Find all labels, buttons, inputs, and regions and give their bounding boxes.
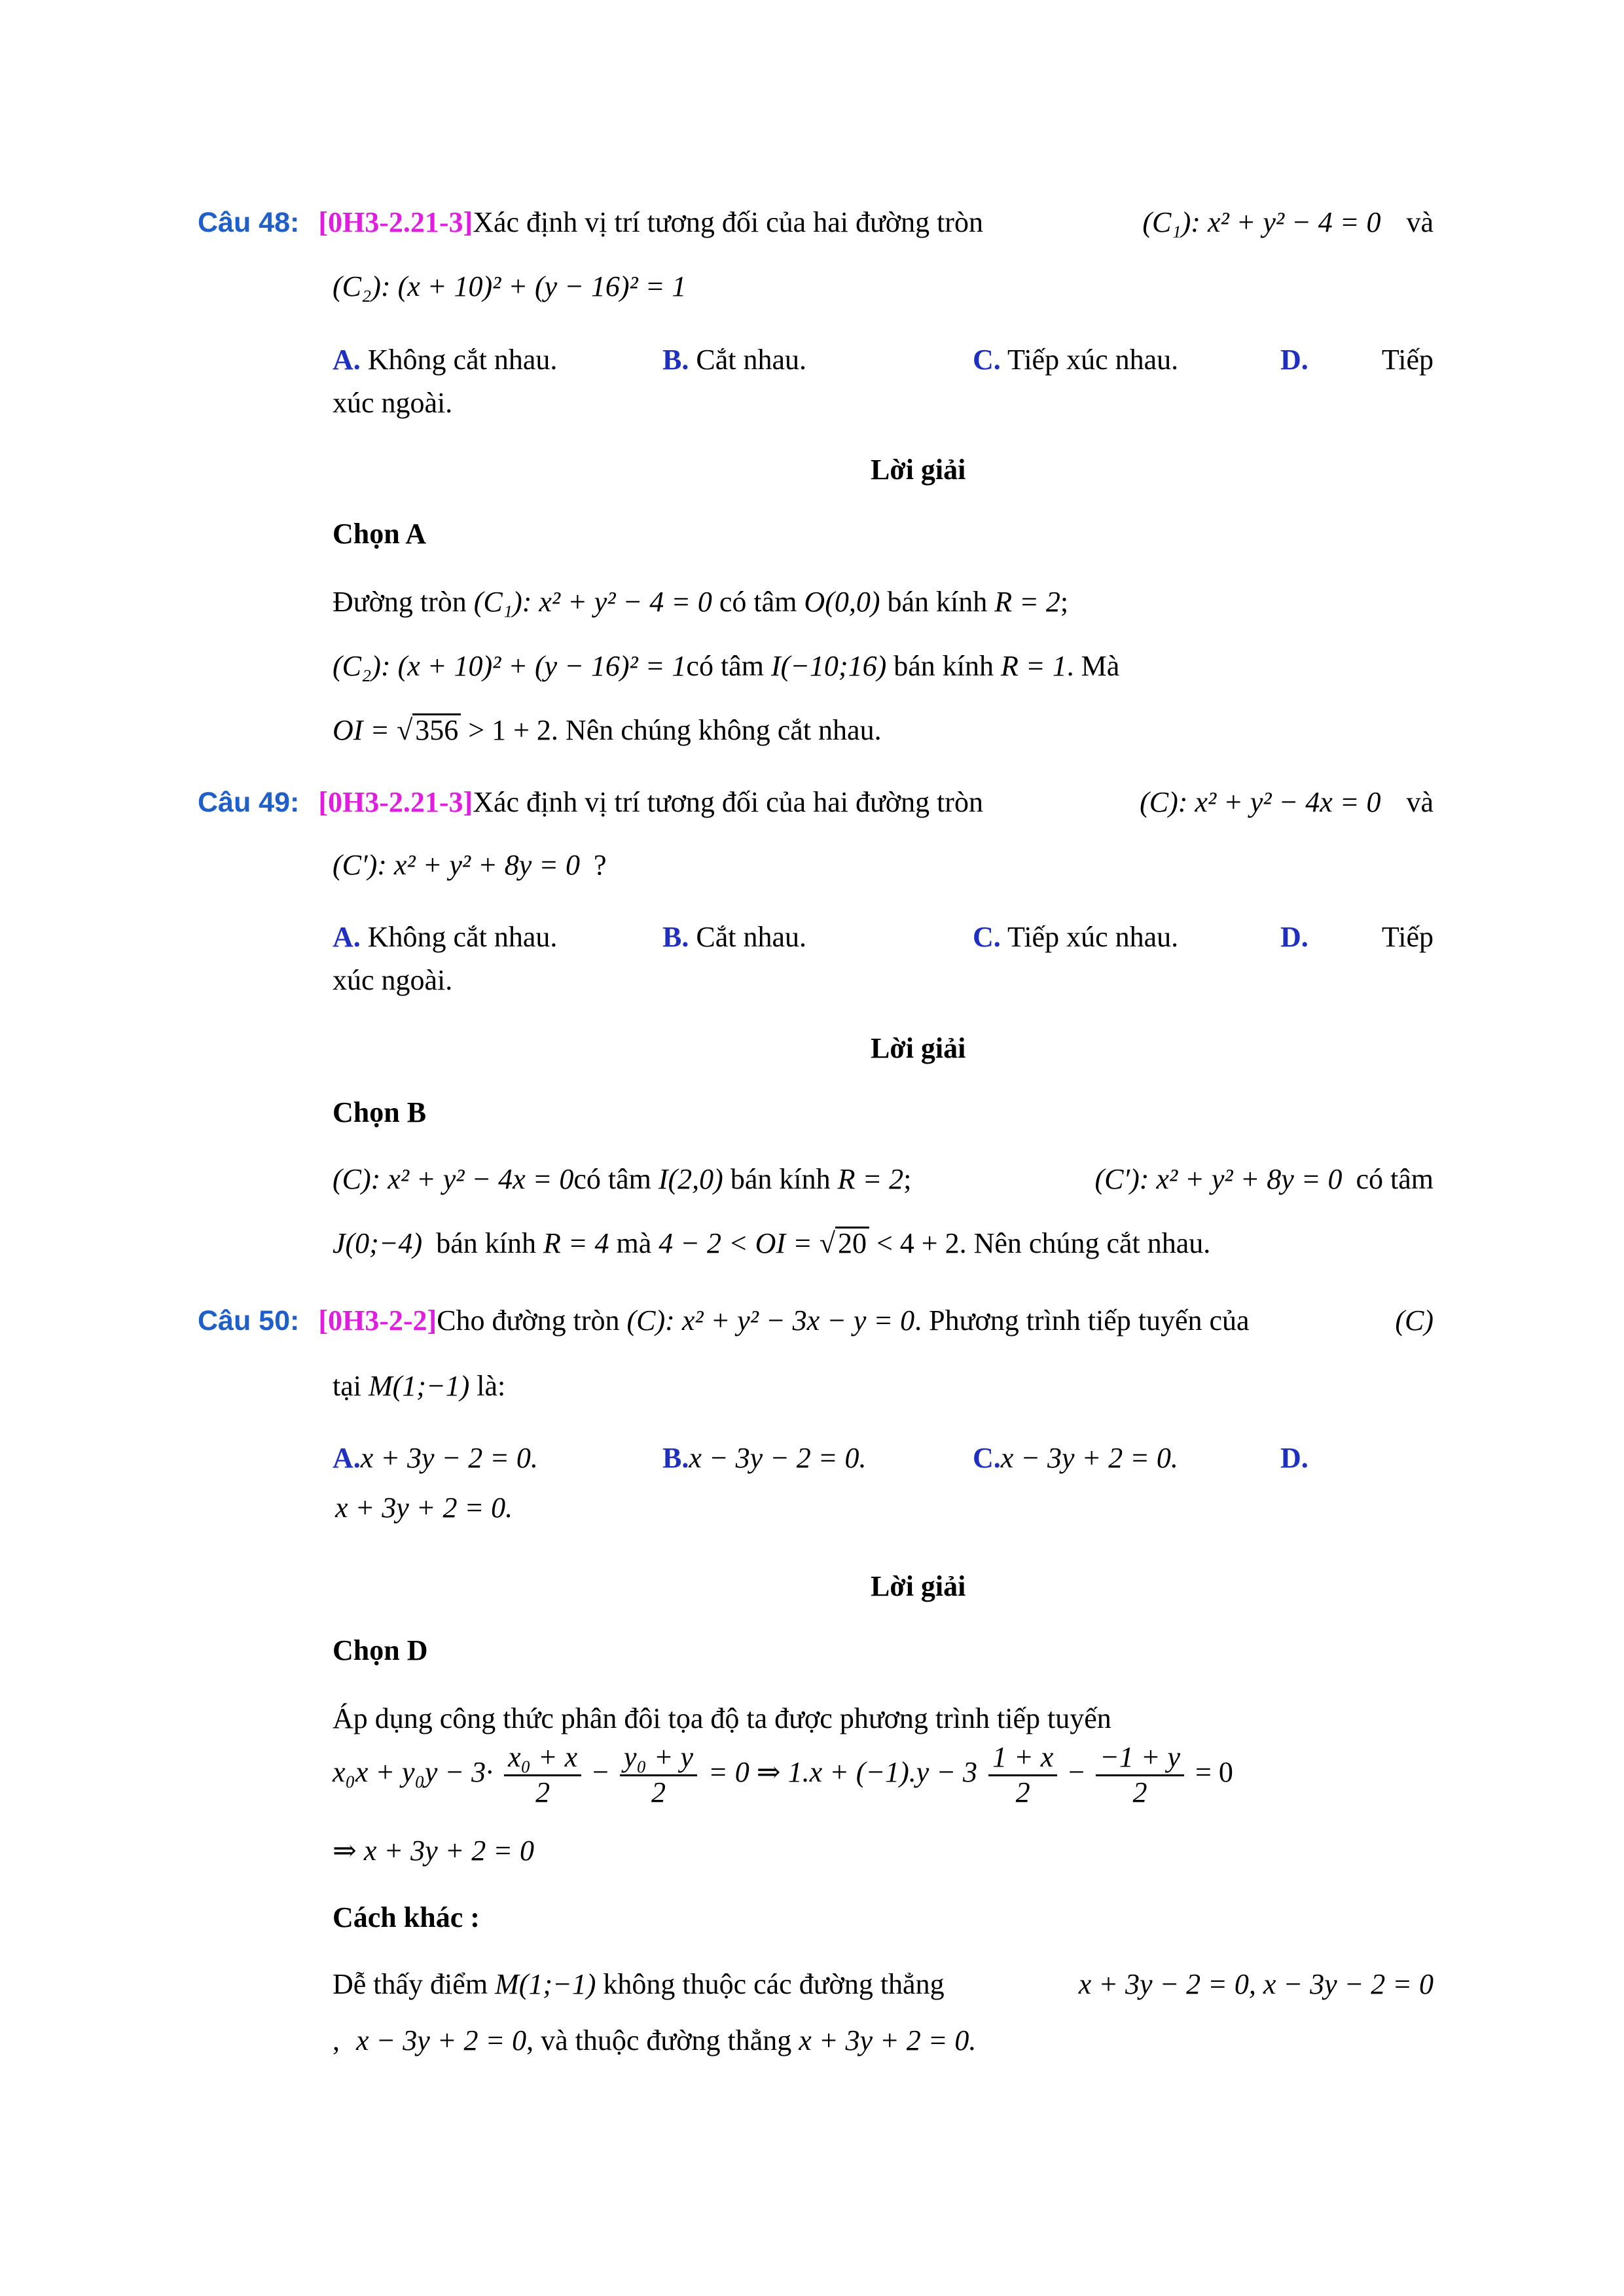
q48-c1-equation: (C₁): x² + y² − 4 = 0: [1142, 206, 1381, 238]
q49-sol-sqrt: 20: [835, 1227, 869, 1259]
q50-frac2-num: y₀ + y: [620, 1741, 697, 1776]
q49-tag: [0H3-2.21-3]: [318, 786, 473, 818]
q48-sol-eq: (C₁): x² + y² − 4 = 0: [473, 586, 712, 618]
q50-sol-expr: = 0: [1195, 1756, 1233, 1789]
q50-sol-expr: = 0 ⇒ 1.x + (−1).y − 3: [708, 1756, 978, 1789]
q50-alt-text: , và thuộc đường thẳng: [526, 2024, 792, 2056]
q48-sol-text: . Nên chúng không cắt nhau.: [550, 714, 882, 746]
q50-sol-frac1: [504, 1741, 581, 1809]
q48-option-d-text: Tiếp: [1381, 344, 1434, 376]
q48-option-a[interactable]: [333, 342, 557, 378]
q48-sol-text: . Mà: [1066, 650, 1120, 682]
q49-option-a-text: Không cắt nhau.: [367, 921, 558, 953]
q50-option-d-label: D.: [1280, 1442, 1308, 1474]
q48-option-d-label: D.: [1280, 344, 1308, 376]
q49-sol-center2: J(0;−4): [333, 1227, 423, 1259]
q50-frac3-num: 1 + x: [988, 1741, 1057, 1776]
q50-frac1-den: 2: [535, 1776, 550, 1808]
q50-option-c-text: x − 3y + 2 = 0.: [1000, 1442, 1178, 1474]
q50-alt-line-eq: x + 3y − 2 = 0,: [1078, 1968, 1256, 2000]
q49-option-b-label: B.: [662, 921, 689, 953]
q49-c-equation: (C): x² + y² − 4x = 0: [1140, 786, 1381, 818]
q48-sol-text: Đường tròn: [333, 586, 467, 618]
q50-option-a-label: A.: [333, 1442, 361, 1474]
q49-sol-text: mà: [616, 1227, 652, 1259]
q49-sol-ineq: < 4 + 2: [876, 1227, 960, 1259]
q50-line2: [333, 1368, 505, 1404]
q50-sol-frac4: [1096, 1741, 1184, 1809]
q50-tag: [0H3-2-2]: [318, 1304, 437, 1336]
q50-alt-text: không thuộc các đường thẳng: [603, 1968, 945, 2000]
q50-alt-line-eq: x + 3y + 2 = 0.: [799, 2024, 977, 2056]
q50-option-d[interactable]: [1280, 1440, 1308, 1476]
q48-option-a-label: A.: [333, 344, 361, 376]
q50-line1: [198, 1302, 1434, 1339]
q48-option-d-cont: xúc ngoài.: [333, 387, 453, 419]
q48-line1: [198, 204, 1434, 241]
q49-option-d[interactable]: [1280, 919, 1434, 955]
q48-sol-text: có tâm: [719, 586, 797, 618]
q49-option-c-text: Tiếp xúc nhau.: [1007, 921, 1179, 953]
q48-c2-equation: (C₂): (x + 10)² + (y − 16)² = 1: [333, 270, 687, 302]
q48-sol-radius: R = 1: [1001, 650, 1067, 682]
q49-sol-text: ;: [903, 1163, 912, 1195]
q50-sol-intro: Áp dụng công thức phân đôi tọa độ ta được phương trình tiếp tuyến: [333, 1702, 1111, 1734]
q49-sol-eq2: (C′): x² + y² + 8y = 0: [1094, 1163, 1343, 1195]
q49-option-a[interactable]: [333, 919, 557, 955]
q50-option-c-label: C.: [973, 1442, 1001, 1474]
q50-option-b-text: x − 3y − 2 = 0.: [689, 1442, 867, 1474]
q49-option-d-label: D.: [1280, 921, 1308, 953]
q49-sol-center: I(2,0): [658, 1163, 723, 1195]
q48-option-b-label: B.: [662, 344, 689, 376]
q50-option-c[interactable]: [973, 1440, 1178, 1476]
q48-sol-sqrt: 356: [412, 713, 461, 745]
q49-sol-radius: R = 2: [837, 1163, 904, 1195]
q49-sol-line2: J(0;−4) bán kính R = 4 mà 4 − 2 < OI = √20 < 4 + 2. Nên chúng cắt nhau.: [333, 1227, 1211, 1259]
q50-option-a[interactable]: [333, 1440, 538, 1476]
q49-stem: Xác định vị trí tương đối của hai đường tròn: [473, 786, 983, 818]
q50-sol-op: −: [592, 1756, 609, 1789]
q48-number: Câu 48:: [198, 207, 300, 238]
q50-number: Câu 50:: [198, 1305, 300, 1336]
q50-alt-text: ,: [333, 2024, 340, 2056]
q50-option-d-cont: x + 3y + 2 = 0.: [335, 1492, 513, 1524]
q50-sol-result: ⇒ x + 3y + 2 = 0: [333, 1835, 534, 1867]
q48-tag: [0H3-2.21-3]: [318, 206, 473, 238]
q49-sol-line1: [333, 1161, 1434, 1197]
q48-option-c-label: C.: [973, 344, 1001, 376]
q48-option-a-text: Không cắt nhau.: [367, 344, 558, 376]
q50-alt-text: Dễ thấy điểm: [333, 1968, 488, 2000]
q49-sol-text: có tâm: [573, 1163, 651, 1195]
q50-option-b-label: B.: [662, 1442, 689, 1474]
q50-alt-line-eq: x − 3y + 2 = 0: [356, 2024, 527, 2056]
q50-point: M(1;−1): [368, 1370, 470, 1402]
q50-alt-line2: [333, 2022, 976, 2058]
q50-sol-frac2: [620, 1741, 697, 1809]
q50-stem2: . Phương trình tiếp tuyến của: [914, 1304, 1250, 1336]
q48-sol-text: bán kính: [893, 650, 994, 682]
q48-option-c[interactable]: [973, 342, 1178, 378]
q49-option-b-text: Cắt nhau.: [696, 921, 806, 953]
q49-option-c-label: C.: [973, 921, 1001, 953]
q48-solution-title: Lời giải: [871, 454, 966, 486]
q48-option-b[interactable]: [662, 342, 806, 378]
q49-cprime-equation: (C′): x² + y² + 8y = 0: [333, 849, 580, 881]
q50-alt-title: Cách khác :: [333, 1901, 480, 1933]
q48-sol-text: ;: [1060, 586, 1069, 618]
q50-stem: Cho đường tròn: [437, 1304, 620, 1336]
q50-c-equation: (C): x² + y² − 3x − y = 0: [626, 1304, 915, 1336]
q48-sol-line2: [333, 648, 1119, 684]
q48-and: và: [1406, 206, 1434, 238]
q49-solution-title: Lời giải: [871, 1032, 966, 1064]
q50-line2-b: là:: [477, 1370, 506, 1402]
q50-sol-formula: [333, 1741, 1233, 1809]
q48-answer: Chọn A: [333, 518, 427, 550]
q50-frac3-den: 2: [1015, 1776, 1030, 1808]
q50-sol-op: −: [1068, 1756, 1085, 1789]
q50-answer: Chọn D: [333, 1634, 428, 1666]
q49-line2: [333, 847, 607, 883]
q50-sol-frac3: [988, 1741, 1057, 1809]
q49-sol-eq: (C): x² + y² − 4x = 0: [333, 1163, 574, 1195]
q48-option-d[interactable]: [1280, 342, 1434, 378]
q50-alt-line-eq: x − 3y − 2 = 0: [1263, 1968, 1434, 2000]
q48-sol-radius: R = 2: [994, 586, 1060, 618]
q48-sol-center: I(−10;16): [770, 650, 887, 682]
q49-sol-text: có tâm: [1356, 1163, 1434, 1195]
q49-option-a-label: A.: [333, 921, 361, 953]
q48-stem: Xác định vị trí tương đối của hai đường tròn: [473, 206, 983, 238]
q50-frac1-num: x₀ + x: [504, 1741, 581, 1776]
q50-alt-line1: [333, 1966, 1434, 2002]
q50-line2-a: tại: [333, 1370, 361, 1402]
q50-c-symbol: (C): [1395, 1304, 1434, 1336]
q48-sol-center: O(0,0): [804, 586, 880, 618]
q48-sol-text: bán kính: [887, 586, 988, 618]
q48-sol-expr: > 1 + 2: [468, 714, 551, 746]
q50-alt-point: M(1;−1): [495, 1968, 596, 2000]
q50-frac4-num: −1 + y: [1096, 1741, 1184, 1776]
q49-sol-text: bán kính: [436, 1227, 536, 1259]
q50-option-a-text: x + 3y − 2 = 0.: [360, 1442, 538, 1474]
q49-qmark: ?: [593, 849, 607, 881]
q50-frac4-den: 2: [1132, 1776, 1147, 1808]
q48-sol-text: có tâm: [686, 650, 764, 682]
q50-solution-title: Lời giải: [871, 1570, 966, 1602]
q50-frac2-den: 2: [651, 1776, 666, 1808]
q49-line1: [198, 784, 1434, 821]
q49-sol-text: bán kính: [730, 1163, 831, 1195]
q49-and: và: [1406, 786, 1434, 818]
q49-sol-radius2: R = 4: [543, 1227, 609, 1259]
q49-sol-ineq: 4 − 2 < OI =: [659, 1227, 812, 1259]
q49-answer: Chọn B: [333, 1096, 427, 1128]
q49-sol-text: . Nên chúng cắt nhau.: [959, 1227, 1211, 1259]
q49-option-b[interactable]: [662, 919, 806, 955]
q49-option-d-cont: xúc ngoài.: [333, 964, 453, 996]
q50-sol-expr: x₀x + y₀y − 3·: [333, 1756, 494, 1789]
q48-sol-expr: OI =: [333, 714, 390, 746]
q48-option-c-text: Tiếp xúc nhau.: [1007, 344, 1179, 376]
q48-sol-eq: (C₂): (x + 10)² + (y − 16)² = 1: [333, 650, 687, 682]
q48-sol-line1: [333, 584, 1068, 620]
q48-option-b-text: Cắt nhau.: [696, 344, 806, 376]
q50-option-b[interactable]: [662, 1440, 867, 1476]
q49-option-d-text: Tiếp: [1381, 921, 1434, 953]
q49-option-c[interactable]: [973, 919, 1178, 955]
q48-sol-line3: OI = √356 > 1 + 2. Nên chúng không cắt nhau.: [333, 714, 882, 746]
q49-number: Câu 49:: [198, 787, 300, 818]
